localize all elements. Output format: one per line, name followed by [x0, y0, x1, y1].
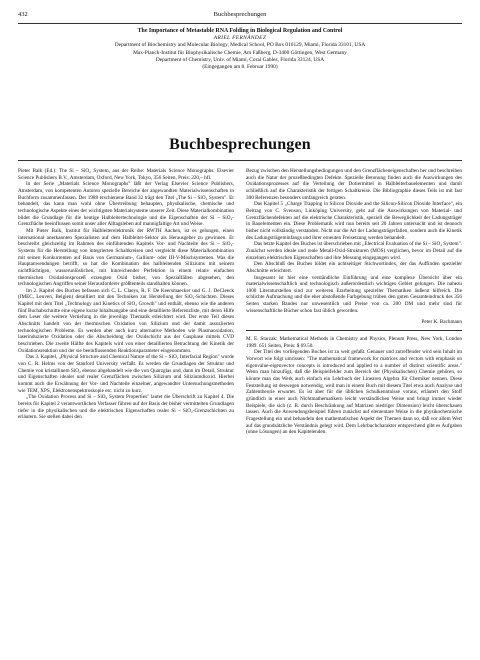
paragraph: Der Titel des vorliegenden Buches ist zu weit gefaßt. Genauer und zutreffender wird sein Inhalt im Vorwort wie folgt umrissen: "The mathematical framework for matrices and vectors with emphasis on eigenvalue-eigenvector concepts is introduced and applied to a number of distinct scientific areas." Wenn man hinzufügt, daß die Beispielfelder zum Bereich der (Physikalischen) Chemie gehören, so könnte man das Werk auch einfach ein Lehrbuch der Linearen Algebra für Chemiker nennen. Diese Feststellung ist deswegen notwendig, weil man in einem Buch mit diesem Titel etwa auch Analyse und Zahlentheorie erwartet. Es ist aber für die üblichen Schulkenntnisse voraus, erläutert den Stoff gründlich in einer auch Nichtmathematikern leicht verständlichen Weise und bringt immer wieder Beispiele, die sich (z. B. durch Beschränkung auf Matrizen niedriger Dimension) leicht überschauen lassen. Auch die Anwendungsbeispiel führen zunächst auf elementare Weise in die physikochemische Fragestellung ein und behandeln den mathematischen Aspekt der Themen dann so, daß vor allem Wert auf das grundsätzliche Verständnis gelegt wird. Dem Lehrbuchcharakter entsprechend gibt es Aufgaben (ohne Lösungen) an den Kapitelenden.	[246, 349, 462, 436]
book-citation: Pieter Balk (Ed.): The Si – SiO₂ System, aus der Reihe: Materials Science Monographs. Elsevier Science Publishers B.V., Amsterdam, Oxford, New York, Tokyo, 356 Seiten, Preis: 220,– hfl.	[18, 168, 234, 181]
left-column	[18, 168, 234, 421]
right-column	[246, 168, 462, 436]
received-date: (Eingegangen am 8. Februar 1990)	[202, 64, 278, 71]
paragraph: Im 2. Kapitel des Buches befassen sich C. L. Claeys, R. F. De Keersmaecker und G. J. DeCleeck (IMEC, Leuven, Belgien) detailliert mit den Techniken zur Herstellung der SiO₂-Schichten. Dieses Kapitel mit dem Titel „Technology and Kinetics of SiO₂ Growth" und enthält, ebenso wie die anderen fünf Buchabschnitte eine eigene kurze Inhaltsangabe und eine detaillierte Referenzliste, mit deren Hilfe dem Leser die weitere Vertiefung in die jeweilige Thematik erleichtert wird. Der erste Teil dieses Abschnitts handelt von der thermischen Oxidation von Silizium und der damit assoziierten technologischen Probleme. Es werden aber auch kurz alternative Methoden wie Plasmaoxidation, laserinduzierte Oxidation oder die Abscheidung der Oxidschicht aus der Gasphase mittels CVD beschrieben. Die zweite Hälfte des Kapitels wird von einer detaillierten Betrachtung der Kinetik der Oxidationsreaktion und der sie beeinflussenden Reaktionsparameter eingenommen.	[18, 287, 234, 354]
paragraph: In der Serie „Materials Science Monographs" läßt der Verlag Elsevier Science Publishers, Amsterdam, von kompetenten Autoren spezielle Bereiche der angewandten Materialwissenschaften in Buchform zusammenfassen. Der 1988 erschienene Band 32 trägt den Titel „The Si – SiO₂ System". Er behandelt, das kann man wohl ohne Übertreibung behaupten, physikalische, chemische und technologische Aspekte eines der wichtigsten Materialsysteme unserer Zeit. Diese Materialkombination bildet die Grundlage für die heutige Halbleitertechnologie und die Eigenschaften der Si – SiO₂-Grenzfläche beeinflussen somit unser aller Alltagsleben auf mannigfaltige Art und Weise.	[18, 181, 234, 228]
affiliation-2: Max-Planck-Institut für Biophysikalische Chemie, Am Faßberg, D-3400 Göttingen, West Germany	[133, 49, 347, 56]
paragraph: Mit Pieter Balk, Institut für Halbleiterelektronik der RWTH Aachen, ist es gelungen, einen international anerkannten Spezialisten auf dem Halbleiter-Sektor als Herausgeber zu gewinnen. Er beschreibt gleichzeitig im Rahmen des einführenden Kapitels Vor- und Nachteile des Si – SiO₂-Systems für die Herstellung von integrierten Schaltkreisen und vergleicht diese Materialkombination mit seinen Konkurrenten auf Basis von Germanium-, Gallium- oder III-V-Mischsystemen. Was die Hauptanwendungen betrifft, so hat die Kombination des halbleitenden Siliziums mit seinem nichtflüchtigen, wasserunlöslichen, mit hinreichender Perfektion in einem relativ einfachen thermischen Oxidationsprozeß erzeugten Oxid bisher, von Spezialfällen abgesehen, den technologischen Angriffen seiner Herausforderer größtenteils standhalten können.	[18, 227, 234, 288]
review-divider	[246, 330, 462, 331]
running-title: Buchbesprechungen	[213, 11, 267, 18]
article-notice	[18, 28, 462, 71]
paragraph: Den Abschluß des Buches bildet ein achtseitiger Stichwortindex, der das Auffinden spezieller Abschnitte erleichtert.	[246, 261, 462, 274]
paragraph: „The Oxidation Process and Si – SiO₂ System Properties" lautet die Überschrift zu Kapitel 4. Die bereits für Kapitel 2 verantwortlichen Verfasser führen auf der Basis der bisher vermittelten Grundlagen tiefer in die physikalischen und die elektrischen Eigenschaften realer Si – SiO₂-Grenzschichten zu erläutern. Sie stellen dabei den	[18, 394, 234, 421]
section-rule	[18, 160, 462, 161]
affiliation-3: Department of Chemistry, Univ. of Miami, Coral Gables, Florida 33124, USA	[155, 56, 325, 63]
paragraph: Bezug zwischen den Herstellungsbedingungen und den Grenzflächeneigenschaften her und beschreiben auch die Natur der prozeßbedingten Defekte. Spezielle Betonung finden auch die Auswirkungen des Oxidationsprozesses auf die Verteilung der Dotiermittel in Halbleiterbauelementen und damit schließlich auf die Charakteristik der fertigen Schaltkreise. Die Bibliographie dieses Teils ist mit fast 300 Referenzen besonders umfangreich geraten.	[246, 168, 462, 201]
paragraph: Insgesamt ist hier eine verständliche Einführung und eine komplexe Übersicht über ein materialwissenschaftlich und technologisch außerordentlich wichtiges Gebiet gelungen. Die nahezu 1000 Literaturstellen sind zur weiteren Erarbeitung spezieller Thematiken äußerst hilfreich. Die schlichte Aufmachung und die eher abstoßende Farbgebung trüben den guten Gesamteindruck des 356 Seiten starken Bandes nur unwesentlich und Preise von ca. 200 DM und mehr sind für wissenschaftliche Bücher schon fast üblich geworden.	[246, 274, 462, 314]
paragraph: Das letzte Kapitel des Buches ist überschrieben mit „Electrical Evaluation of the Si – SiO₂ System". Zunächst werden ideale und reale Metall-Oxid-Strukturen (MOS) verglichen, bevor im Detail auf die einzelnen elektrischen Eigenschaften und ihre Messung eingegangen wird.	[246, 241, 462, 261]
affiliation-1: Department of Biochemistry and Molecular Biology, Medical School, PO Box 016129, Miami, Florida 33101, USA	[114, 42, 366, 49]
page-number: 432	[18, 11, 28, 18]
book-citation: M. E. Starzak: Mathematical Methods in Chemistry and Physics, Plenum Press, New York, London 1989. 651 Seiten, Preis: $ 69.50.	[246, 336, 462, 349]
paragraph: Das 3. Kapitel, „Physical Structure and Chemical Nature of the Si – SiO₂ Interfacial Region" wurde von C. R. Helms von der Stanford University verfaßt. Es werden die Grundlagen der Struktur und Chemie von kristallinem SiO₂ ebenso abgehandelt wie die von Quarzglas und, dann im Detail, Struktur und Eigenschaften idealer und realer Grenzflächen zwischen Silizium und Siliziumdioxid. Hierbei kommt auch die Erwähnung der Vor- und Nachteile einzelner, angewandter Untersuchungsmethoden wie TEM, XPS, Elektronenspektroskopie etc. nicht zu kurz.	[18, 354, 234, 394]
paragraph: Das Kapitel 5 „Charge Trapping in Silicon Dioxide and the Silicon-Silicon Dioxide Interface", ein Beitrag von C. Svenson, Linköping University, geht auf die Auswirkungen von Material- und Grenzflächendefekten auf die elektrische Charakteristik, speziell die Beweglichkeit der Ladungsträger in Bauelementen ein. Diese Problematik wird nun bereits seit 20 Jahren untersucht und ist dennoch bisher nicht vollständig verstanden. Nicht nur die Art der Ladungsträgerfallen, sondern auch die Kinetik des Ladungsträgereinfangs und ihrer erneuten Freisetzung werden behandelt.	[246, 201, 462, 241]
article-title: The Importance of Metastable RNA Folding in Biological Regulation and Control	[137, 28, 343, 34]
header-rule	[18, 23, 462, 24]
running-header	[18, 8, 462, 22]
reviewer-signature: Peter K. Bachmann	[421, 319, 462, 326]
section-title: Buchbesprechungen	[169, 136, 311, 153]
article-author: ARIEL FERNÁNDEZ	[213, 35, 267, 42]
